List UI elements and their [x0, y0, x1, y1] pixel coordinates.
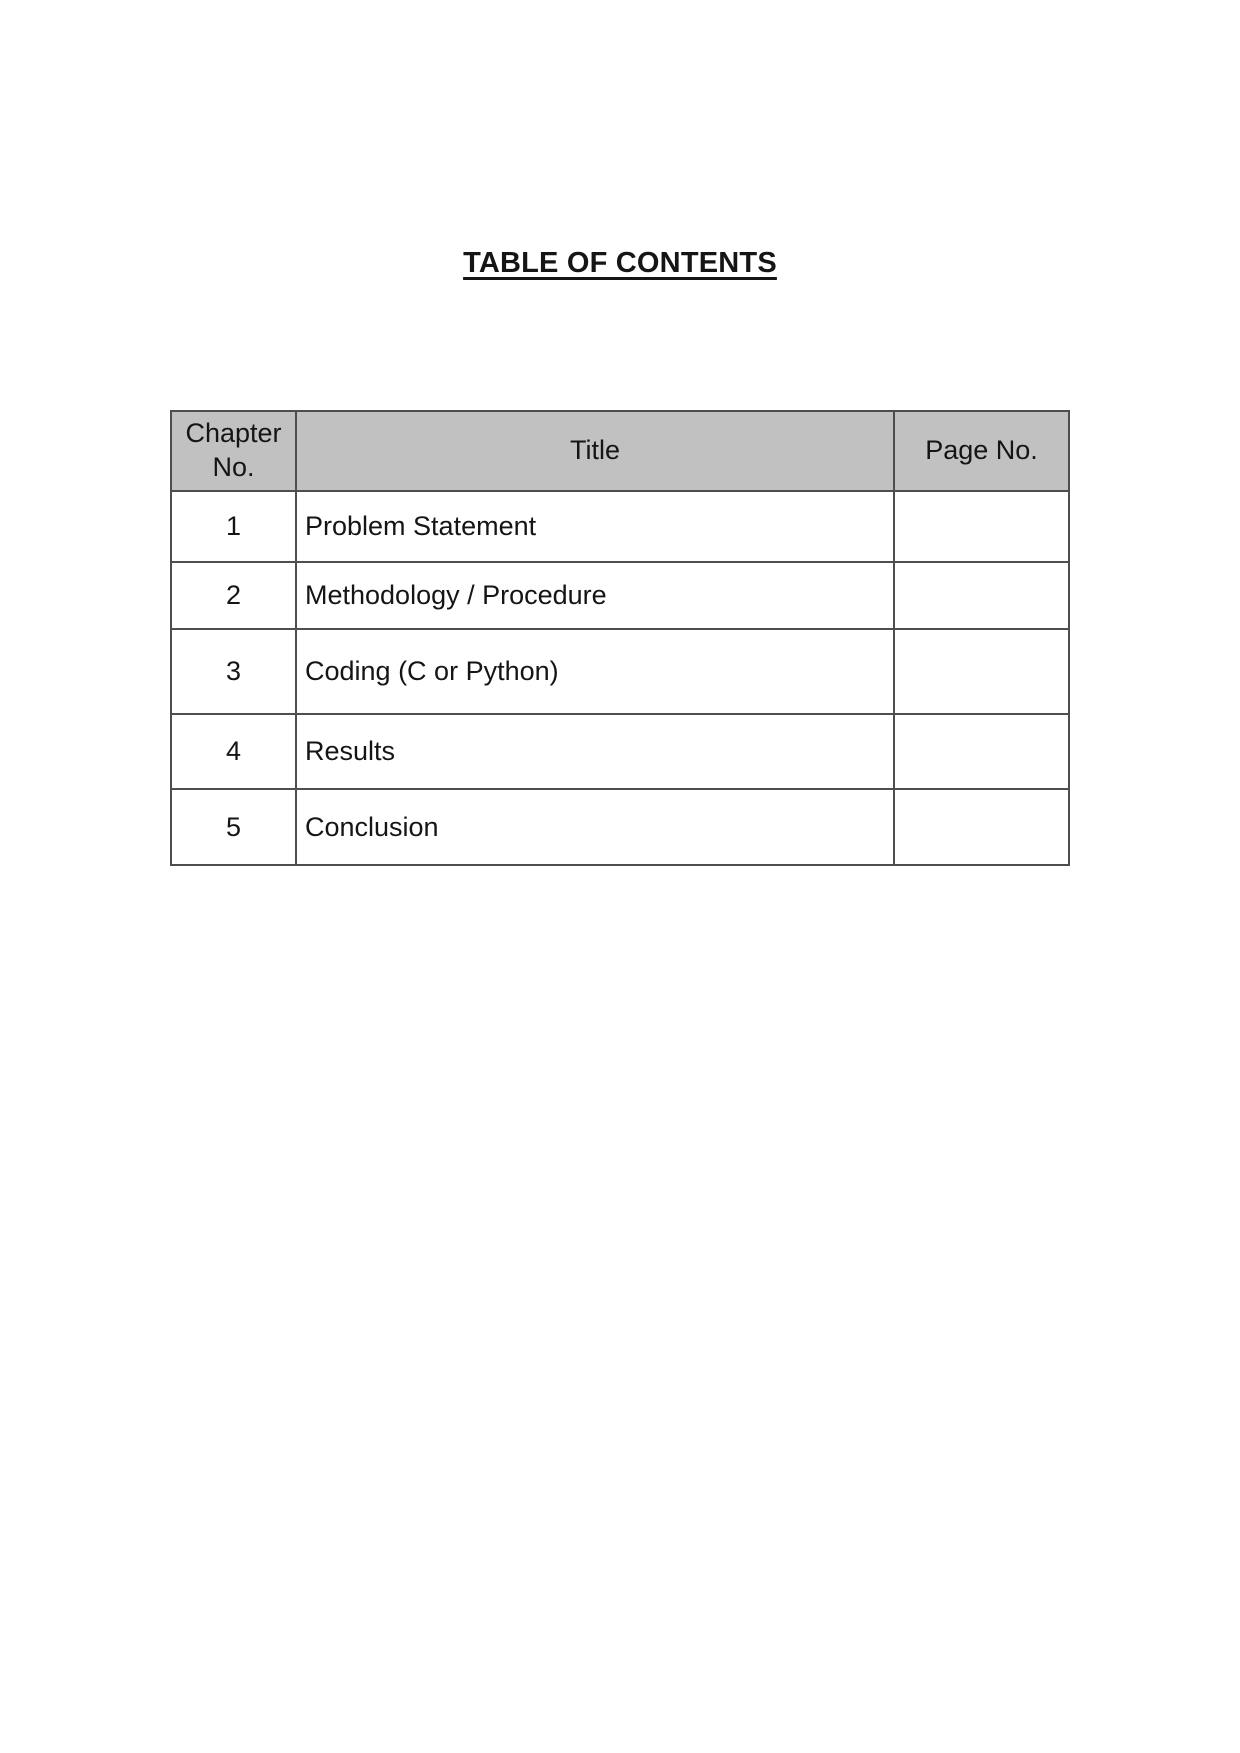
chapter-no-cell: 2 — [171, 562, 296, 629]
title-cell: Coding (C or Python) — [296, 629, 894, 714]
title-cell: Methodology / Procedure — [296, 562, 894, 629]
table-row — [171, 491, 1069, 562]
toc-table-body — [171, 491, 1069, 865]
title-cell: Problem Statement — [296, 491, 894, 562]
page-no-cell — [894, 629, 1069, 714]
chapter-no-cell: 3 — [171, 629, 296, 714]
table-row — [171, 714, 1069, 789]
header-row — [171, 411, 1069, 491]
toc-table — [170, 410, 1070, 866]
page-no-cell — [894, 789, 1069, 865]
col-header-page-no: Page No. — [894, 411, 1069, 491]
table-row — [171, 789, 1069, 865]
table-row — [171, 562, 1069, 629]
chapter-no-cell: 1 — [171, 491, 296, 562]
chapter-no-cell: 4 — [171, 714, 296, 789]
page-no-cell — [894, 491, 1069, 562]
toc-table-header — [171, 411, 1069, 491]
page-no-cell — [894, 714, 1069, 789]
page-title — [0, 246, 1240, 280]
title-cell: Results — [296, 714, 894, 789]
table-row — [171, 629, 1069, 714]
page-no-cell — [894, 562, 1069, 629]
col-header-chapter-no: Chapter No. — [171, 411, 296, 491]
col-header-title: Title — [296, 411, 894, 491]
title-cell: Conclusion — [296, 789, 894, 865]
page-title-text: TABLE OF CONTENTS — [463, 247, 777, 279]
chapter-no-cell: 5 — [171, 789, 296, 865]
